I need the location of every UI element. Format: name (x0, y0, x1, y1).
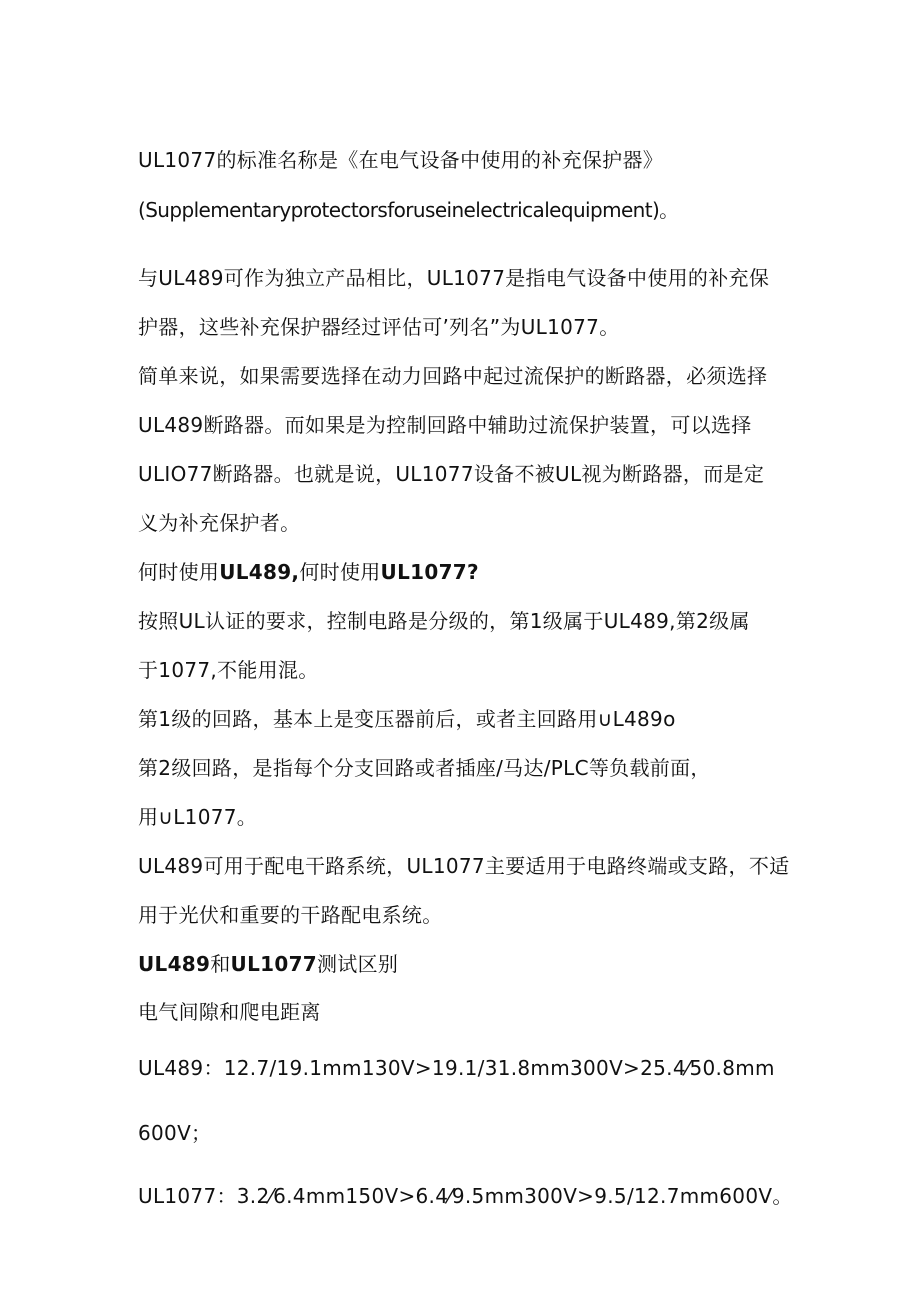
text-run-bold: UL1077 (230, 952, 317, 976)
paragraph-line (138, 901, 798, 929)
text-run: 和 (210, 952, 231, 976)
text-run: 于1077,不能用混。 (138, 658, 319, 682)
text-run-bold: UL1077? (380, 560, 479, 584)
text-run: 测试区别 (317, 952, 399, 976)
text-run: 第2级回路，是指每个分支回路或者插座/马达/PLC等负载前面， (138, 756, 711, 780)
text-run: 用∪L1077。 (138, 805, 258, 829)
paragraph-line (138, 705, 798, 733)
text-run: UL1077的标准名称是《在电气设备中使用的补充保护器》 (138, 148, 664, 172)
paragraph-line (138, 852, 798, 880)
text-run: 何时使用 (138, 560, 220, 584)
text-run-bold: UL489, (219, 560, 300, 584)
paragraph-line (138, 998, 798, 1026)
paragraph-line (138, 754, 798, 782)
text-run: UL489可用于配电干路系统，UL1077主要适用于电路终端或支路，不适 (138, 854, 790, 878)
paragraph-line (138, 1182, 798, 1210)
paragraph-line (138, 509, 798, 537)
text-run: 第1级的回路，基本上是变压器前后，或者主回路用∪L489o (138, 707, 676, 731)
text-run: 何时使用 (299, 560, 381, 584)
text-run: 按照UL认证的要求，控制电路是分级的，第1级属于UL489,第2级属 (138, 609, 750, 633)
text-run: UL489：12.7/19.1mm130V>19.1/31.8mm300V>25.4⁄50.8mm (138, 1056, 775, 1080)
text-run-bold: UL489 (138, 952, 211, 976)
paragraph-line (138, 607, 798, 635)
paragraph-line (138, 1054, 798, 1082)
paragraph-line (138, 656, 798, 684)
text-run: UL489断路器。而如果是为控制回路中辅助过流保护装置，可以选择 (138, 413, 752, 437)
section-heading (138, 558, 798, 586)
text-run: 与UL489可作为独立产品相比，UL1077是指电气设备中使用的补充保 (138, 266, 770, 290)
text-run: 电气间隙和爬电距离 (138, 1000, 321, 1024)
paragraph-line (138, 196, 798, 224)
text-run: (Supplementaryprotectorsforuseinelectricalequipment)。 (138, 198, 679, 222)
text-run: UL1077：3.2⁄6.4mm150V>6.4⁄9.5mm300V>9.5/12.7mm600V。 (138, 1184, 793, 1208)
text-run: 用于光伏和重要的干路配电系统。 (138, 903, 443, 927)
text-run: 简单来说，如果需要选择在动力回路中起过流保护的断路器，必须选择 (138, 364, 768, 388)
text-run: 600V； (138, 1121, 212, 1145)
text-run: 护器，这些补充保护器经过评估可’列名”为UL1077。 (138, 315, 620, 339)
paragraph-line (138, 146, 798, 174)
text-run: 义为补充保护者。 (138, 511, 301, 535)
paragraph-line (138, 803, 798, 831)
paragraph-line (138, 362, 798, 390)
section-heading (138, 950, 798, 978)
text-run: ULIO77断路器。也就是说，UL1077设备不被UL视为断路器，而是定 (138, 462, 765, 486)
paragraph-line (138, 264, 798, 292)
paragraph-line (138, 411, 798, 439)
paragraph-line (138, 1119, 798, 1147)
paragraph-line (138, 313, 798, 341)
paragraph-line (138, 460, 798, 488)
